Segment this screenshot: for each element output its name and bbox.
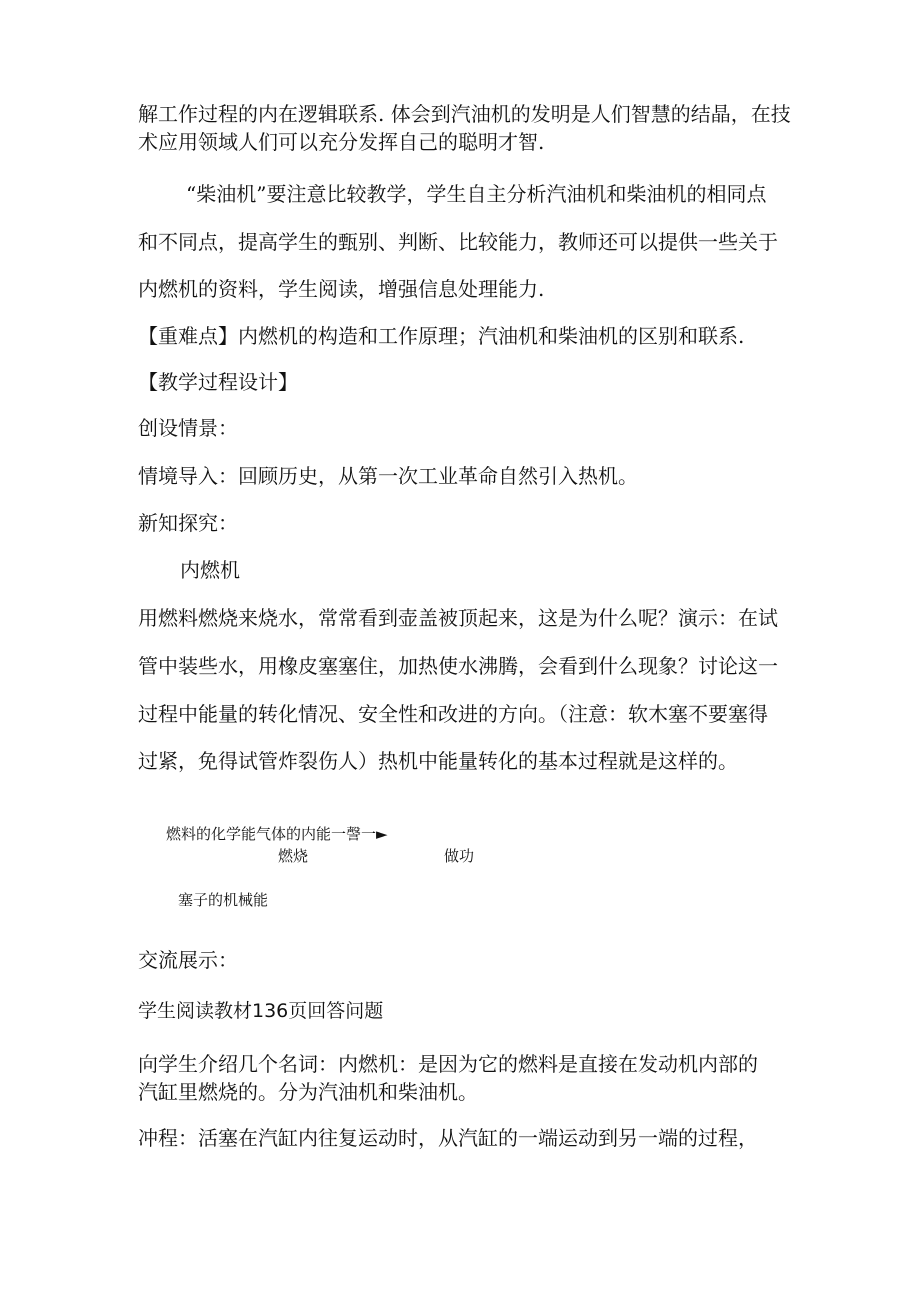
design-heading: 【教学过程设计】: [138, 370, 298, 394]
intro-line-1: 解工作过程的内在逻辑联系. 体会到汽油机的发明是人们智慧的结晶，在技: [138, 102, 791, 126]
demo-line-3: 过程中能量的转化情况、安全性和改进的方向。（注意：软木塞不要塞得: [138, 702, 768, 726]
demo-line-1: 用燃料燃烧来烧水，常常看到壶盖被顶起来，这是为什么呢？演示：在试: [138, 606, 778, 630]
scenario-heading: 创设情景：: [138, 416, 238, 440]
terms-line-1: 向学生介绍几个名词：内燃机：是因为它的燃料是直接在发动机内部的: [138, 1052, 758, 1076]
reading-task: 学生阅读教材136页回答问题: [138, 1000, 384, 1022]
energy-diagram-burn-label: 燃烧: [278, 847, 309, 865]
exchange-heading: 交流展示：: [138, 948, 238, 972]
energy-diagram-row-1: 燃料的化学能气体的内能一謦一►: [166, 825, 388, 843]
scenario-intro: 情境导入：回顾历史，从第一次工业革命自然引入热机。: [138, 464, 638, 488]
diesel-note-line-1: “柴油机”要注意比较教学，学生自主分析汽油机和柴油机的相同点: [186, 182, 767, 206]
key-points: 【重难点】内燃机的构造和工作原理；汽油机和柴油机的区别和联系.: [138, 324, 745, 348]
intro-line-2: 术应用领域人们可以充分发挥自己的聪明才智.: [138, 130, 545, 154]
subheading-internal-combustion-engine: 内燃机: [180, 558, 240, 582]
diesel-note-line-2: 和不同点，提高学生的甄别、判断、比较能力，教师还可以提供一些关于: [138, 230, 778, 254]
explore-heading: 新知探究：: [138, 511, 238, 535]
demo-line-4: 过紧，免得试管炸裂伤人）热机中能量转化的基本过程就是这样的。: [138, 749, 738, 773]
demo-line-2: 管中装些水，用橡皮塞塞住，加热使水沸腾，会看到什么现象？讨论这一: [138, 654, 778, 678]
terms-line-2: 汽缸里燃烧的。分为汽油机和柴油机。: [138, 1080, 478, 1104]
stroke-definition: 冲程：活塞在汽缸内往复运动时，从汽缸的一端运动到另一端的过程，: [138, 1126, 758, 1150]
energy-diagram-work-label: 做功: [444, 847, 475, 865]
diesel-note-line-3: 内燃机的资料，学生阅读，增强信息处理能力.: [138, 277, 545, 301]
energy-diagram-row-3: 塞子的机械能: [178, 891, 269, 909]
